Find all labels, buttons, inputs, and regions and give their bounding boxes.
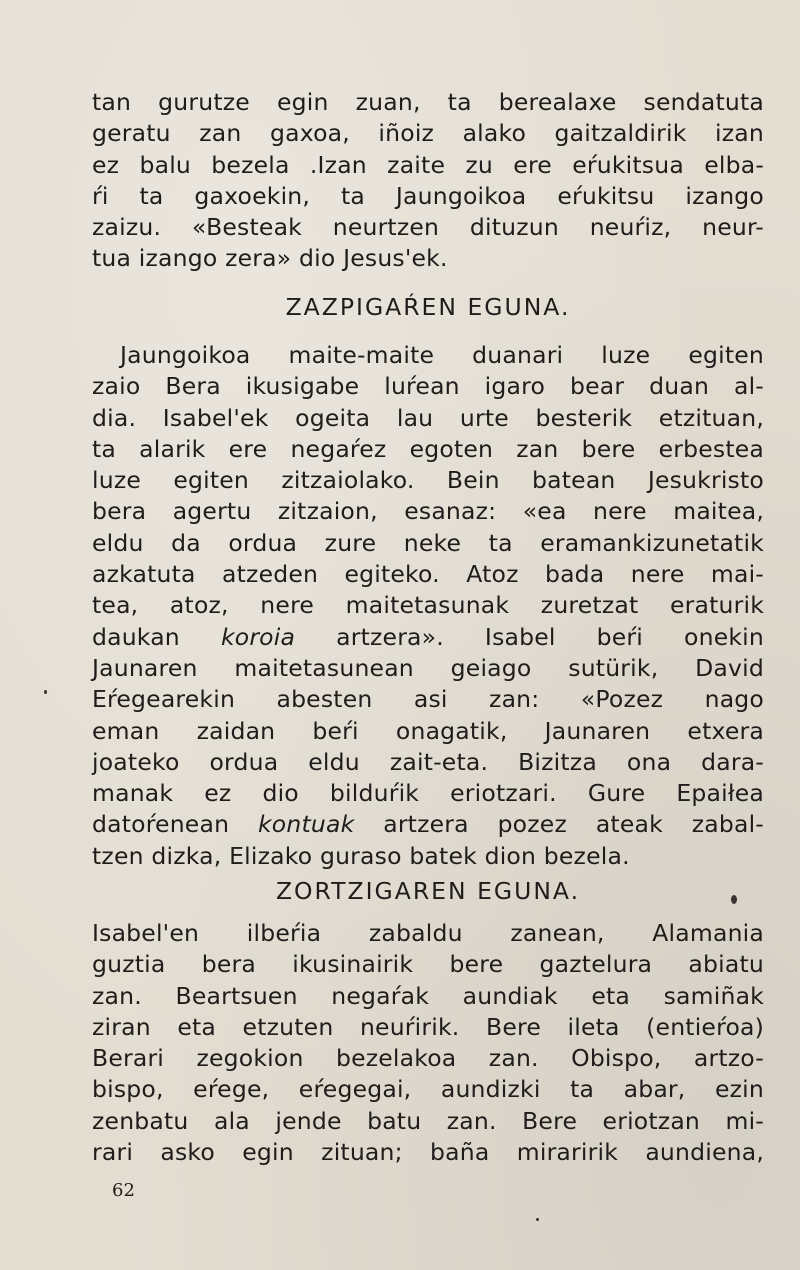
page-number: 62 [112,1180,135,1201]
text-line: dia. Isabel'ek ogeita lau urte besterik etzituan, [92,403,764,432]
ink-speck [731,895,737,904]
paragraph-1 [92,87,764,275]
text-line: ŕi ta gaxoekin, ta Jaungoikoa eŕukitsu izango [92,181,764,210]
text-line: azkatuta atzeden egiteko. Atoz bada nere mai- [92,560,764,589]
text-line: Eŕegearekin abesten asi zan: «Pozez nago [92,685,764,714]
text-line: Isabel'en ilbeŕia zabaldu zanean, Alamania [92,919,764,947]
paragraph-3 [92,918,764,1168]
text-line: ez balu bezela .Izan zaite zu ere eŕukitsua elba- [92,150,764,179]
text-line: Berari zegokion bezelakoa zan. Obispo, artzo- [92,1044,764,1073]
text-line: rari asko egin zituan; baña miraririk aundiena, [92,1138,764,1167]
section-heading: ZAZPIGAŔEN EGUNA. [285,293,571,321]
text-segment: daukan [92,622,221,651]
text-line: eman zaidan beŕi onagatik, Jaunaren etxera [92,716,764,745]
text-line: Jaungoikoa maite-maite duanari luze egiten [120,341,764,369]
ink-speck [536,1218,539,1221]
text-line: ziran eta etzuten neuŕirik. Bere ileta (entieŕoa) [92,1012,764,1041]
text-segment: datoŕenean [92,810,258,839]
text-line: tea, atoz, nere maitetasunak zuretzat eraturik [92,591,764,620]
text-line: Jaunaren maitetasunean geiago sutürik, David [92,653,764,682]
text-line: tan gurutze egin zuan, ta berealaxe sendatuta [92,88,764,116]
text-line: manak ez dio bilduŕik eriotzari. Gure Epaiłea [92,779,764,808]
text-segment: artzera». Isabel beŕi onekin [295,622,764,651]
text-line: bera agertu zitzaion, esanaz: «ea nere maitea, [92,497,764,526]
section-heading: ZORTZIGAREN EGUNA. [275,877,581,905]
text-segment: artzera pozez ateak zabal- [354,810,764,839]
italic-word: koroia [220,622,296,651]
text-line: zenbatu ala jende batu zan. Bere eriotzan mi- [92,1106,764,1135]
text-line: tzen dizka, Elizako guraso batek dion bezela. [92,841,630,870]
text-line: zaizu. «Besteak neurtzen dituzun neuŕiz, neur- [92,213,764,242]
text-line: joateko ordua eldu zait-eta. Bizitza ona dara- [92,747,764,776]
text-line: ta alarik ere negaŕez egoten zan bere erbestea [92,434,764,463]
text-line [92,809,764,840]
text-line: zan. Beartsuen negaŕak aundiak eta samiñak [92,981,764,1010]
text-line: geratu zan gaxoa, iñoiz alako gaitzaldirik izan [92,119,764,148]
text-line: zaio Bera ikusigabe luŕean igaro bear duan al- [92,372,764,401]
ink-speck [44,690,47,694]
text-line: luze egiten zitzaiolako. Bein batean Jesukristo [92,466,764,495]
text-line [92,622,764,653]
text-line: bispo, eŕege, eŕegegai, aundizki ta abar, ezin [92,1075,764,1104]
text-line: eldu da ordua zure neke ta eramankizunetatik [92,528,764,557]
text-line: tua izango zera» dio Jesus'ek. [92,244,448,273]
paragraph-2 [92,340,764,872]
italic-word: kontuak [257,810,355,839]
text-line: guztia bera ikusinairik bere gaztelura abiatu [92,950,764,979]
